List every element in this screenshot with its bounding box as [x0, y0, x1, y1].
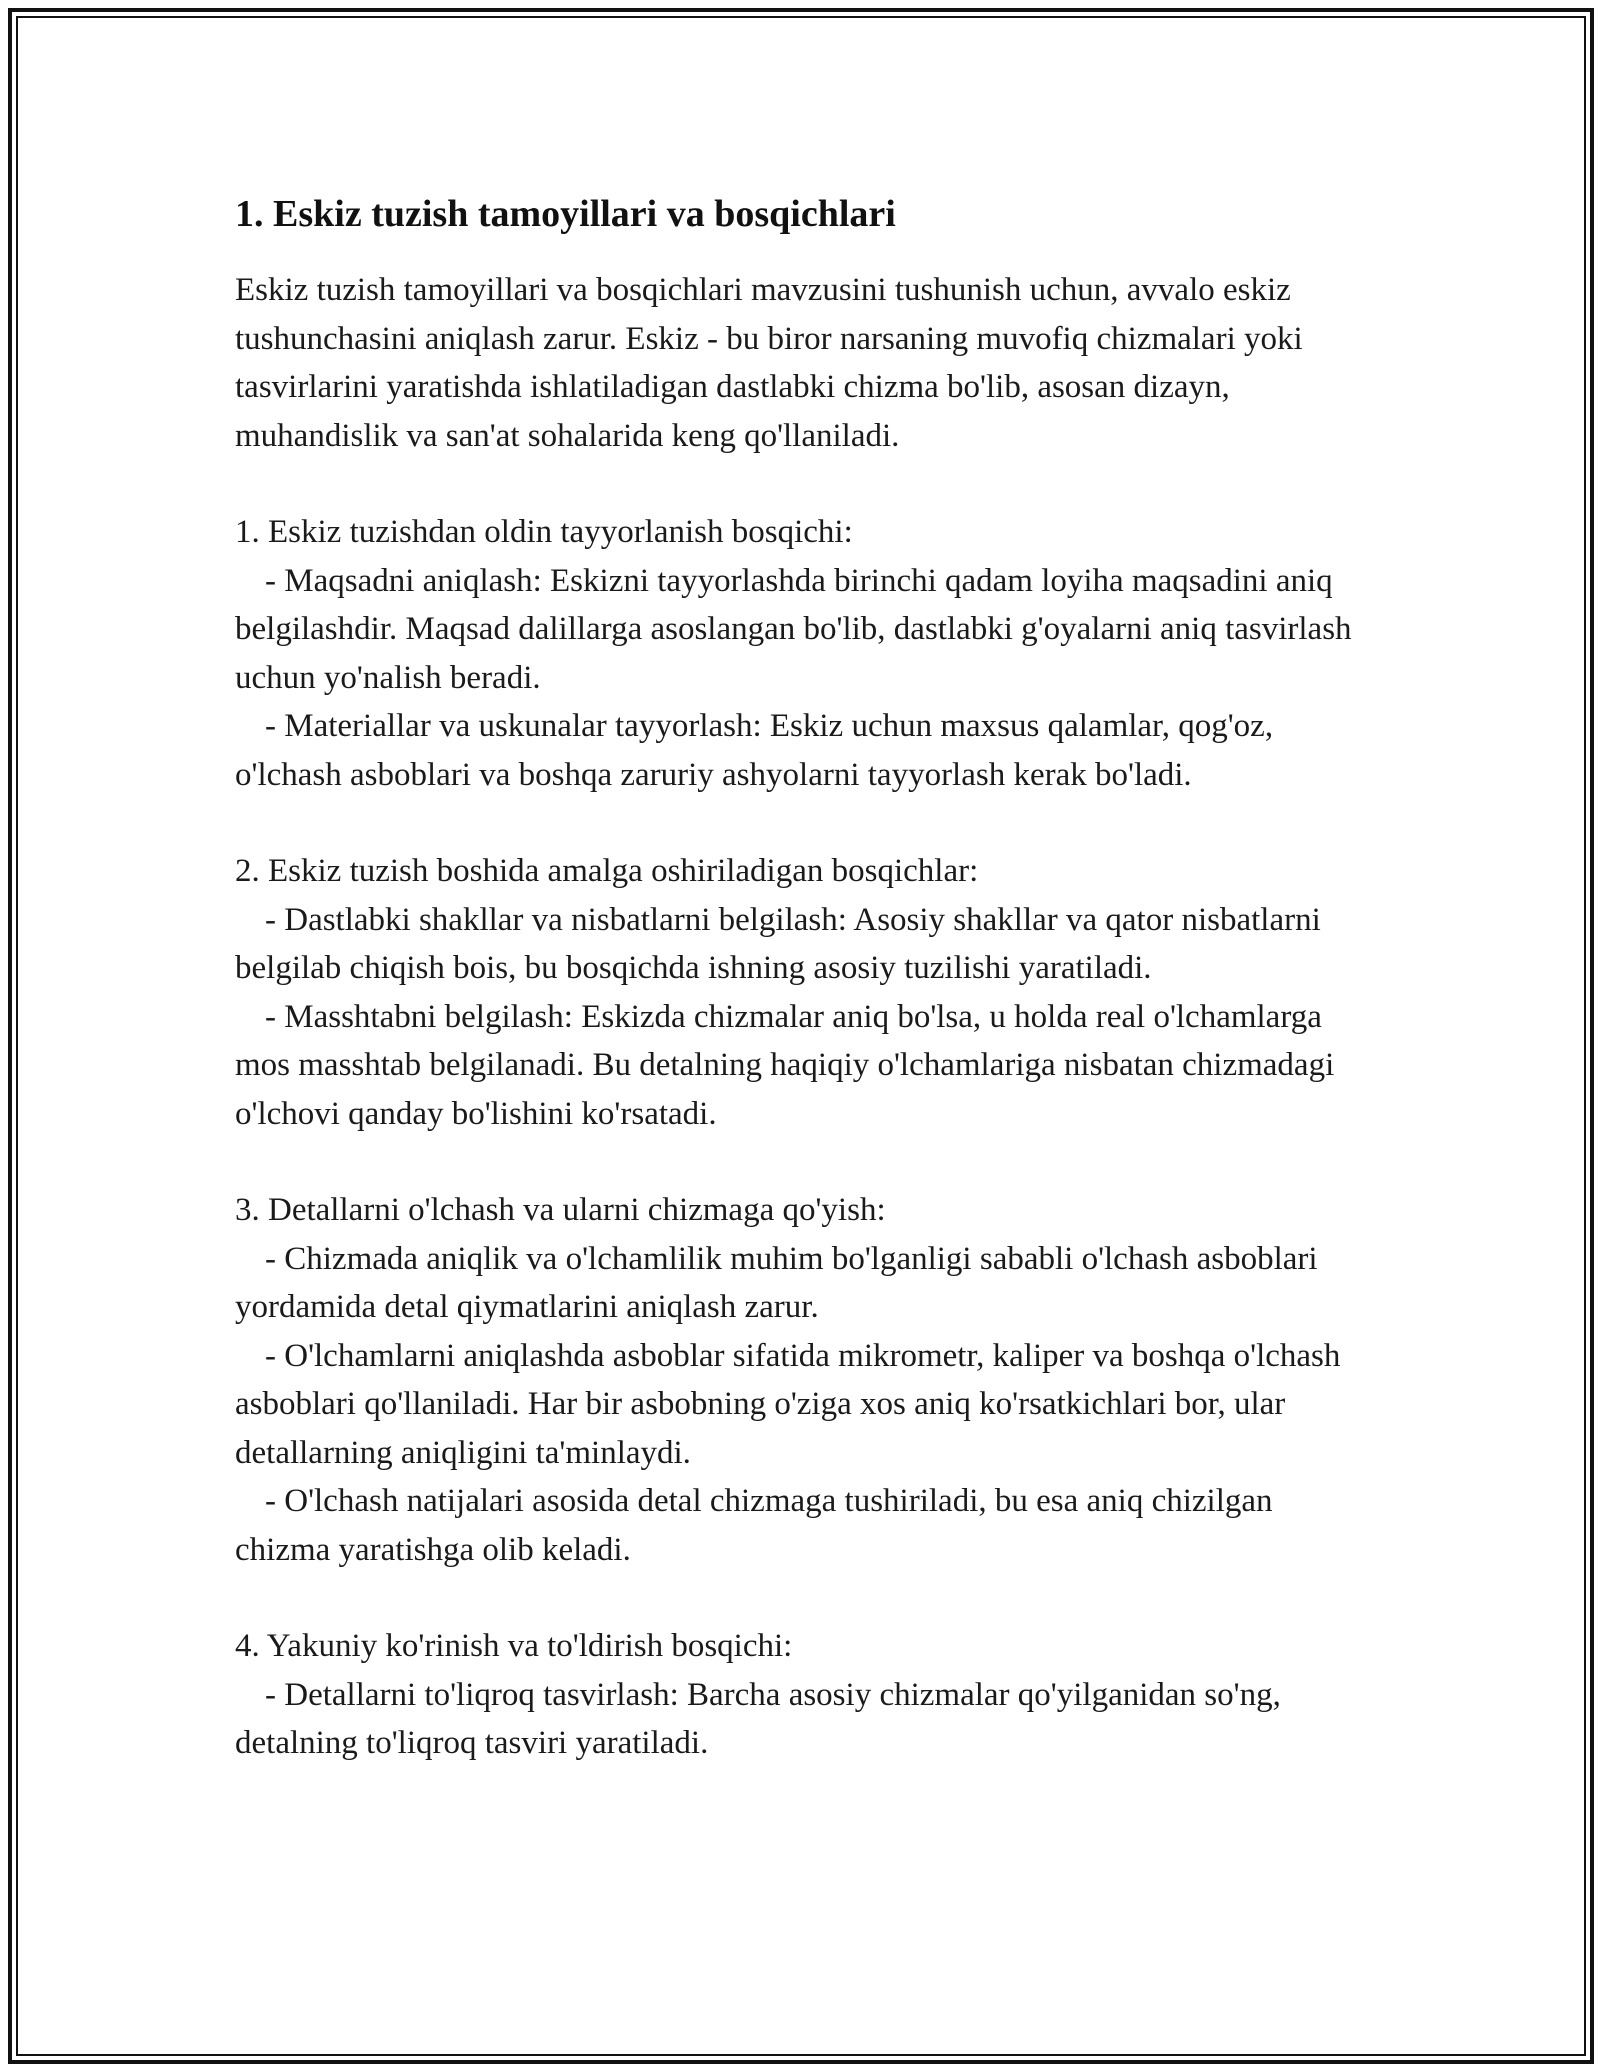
- section-2: [235, 847, 1370, 1138]
- section-2-item-2: - Masshtabni belgilash: Eskizda chizmalar aniq bo'lsa, u holda real o'lchamlarga mos masshtab belgilanadi. Bu detalning haqiqiy o'lchamlariga nisbatan chizmadagi o'lchovi qanday bo'lishini ko'rsatadi.: [235, 998, 1335, 1132]
- section-4-item-1: - Detallarni to'liqroq tasvirlash: Barcha asosiy chizmalar qo'yilganidan so'ng, detalning to'liqroq tasviri yaratiladi.: [235, 1676, 1281, 1761]
- intro-paragraph: Eskiz tuzish tamoyillari va bosqichlari mavzusini tushunish uchun, avvalo eskiz tushunchasini aniqlash zarur. Eskiz - bu biror narsaning muvofiq chizmalari yoki tasvirlarini yaratishda ishlatiladigan dastlabki chizma bo'lib, asosan dizayn, muhandislik va san'at sohalarida keng qo'llaniladi.: [235, 272, 1303, 454]
- section-4: [235, 1622, 1370, 1768]
- section-2-heading: 2. Eskiz tuzish boshida amalga oshiriladigan bosqichlar:: [235, 853, 979, 889]
- document-body: [235, 188, 1370, 1816]
- section-1-item-1: - Maqsadni aniqlash: Eskizni tayyorlashda birinchi qadam loyiha maqsadini aniq belgilashdir. Maqsad dalillarga asoslangan bo'lib, dastlabki g'oyalarni aniq tasvirlash uchun yo'nalish beradi.: [235, 562, 1352, 696]
- section-3-item-2: - O'lchamlarni aniqlashda asboblar sifatida mikrometr, kaliper va boshqa o'lchash asboblari qo'llaniladi. Har bir asbobning o'ziga xos aniq ko'rsatkichlari bor, ular detallarning aniqligini ta'minlaydi.: [235, 1337, 1341, 1471]
- section-3-heading: 3. Detallarni o'lchash va ularni chizmaga qo'yish:: [235, 1192, 886, 1228]
- document-title: 1. Eskiz tuzish tamoyillari va bosqichlari: [235, 193, 896, 235]
- section-3-item-3: - O'lchash natijalari asosida detal chizmaga tushiriladi, bu esa aniq chizilgan chizma yaratishga olib keladi.: [235, 1483, 1273, 1568]
- section-1-item-2: - Materiallar va uskunalar tayyorlash: Eskiz uchun maxsus qalamlar, qog'oz, o'lchash asboblari va boshqa zaruriy ashyolarni tayyorlash kerak bo'ladi.: [235, 708, 1274, 793]
- section-3: [235, 1186, 1370, 1574]
- section-1: [235, 508, 1370, 799]
- section-1-heading: 1. Eskiz tuzishdan oldin tayyorlanish bosqichi:: [235, 514, 853, 550]
- section-4-heading: 4. Yakuniy ko'rinish va to'ldirish bosqichi:: [235, 1628, 793, 1664]
- section-3-item-1: - Chizmada aniqlik va o'lchamlilik muhim bo'lganligi sababli o'lchash asboblari yordamida detal qiymatlarini aniqlash zarur.: [235, 1240, 1318, 1325]
- section-2-item-1: - Dastlabki shakllar va nisbatlarni belgilash: Asosiy shakllar va qator nisbatlarni belgilab chiqish bois, bu bosqichda ishning asosiy tuzilishi yaratiladi.: [235, 901, 1321, 986]
